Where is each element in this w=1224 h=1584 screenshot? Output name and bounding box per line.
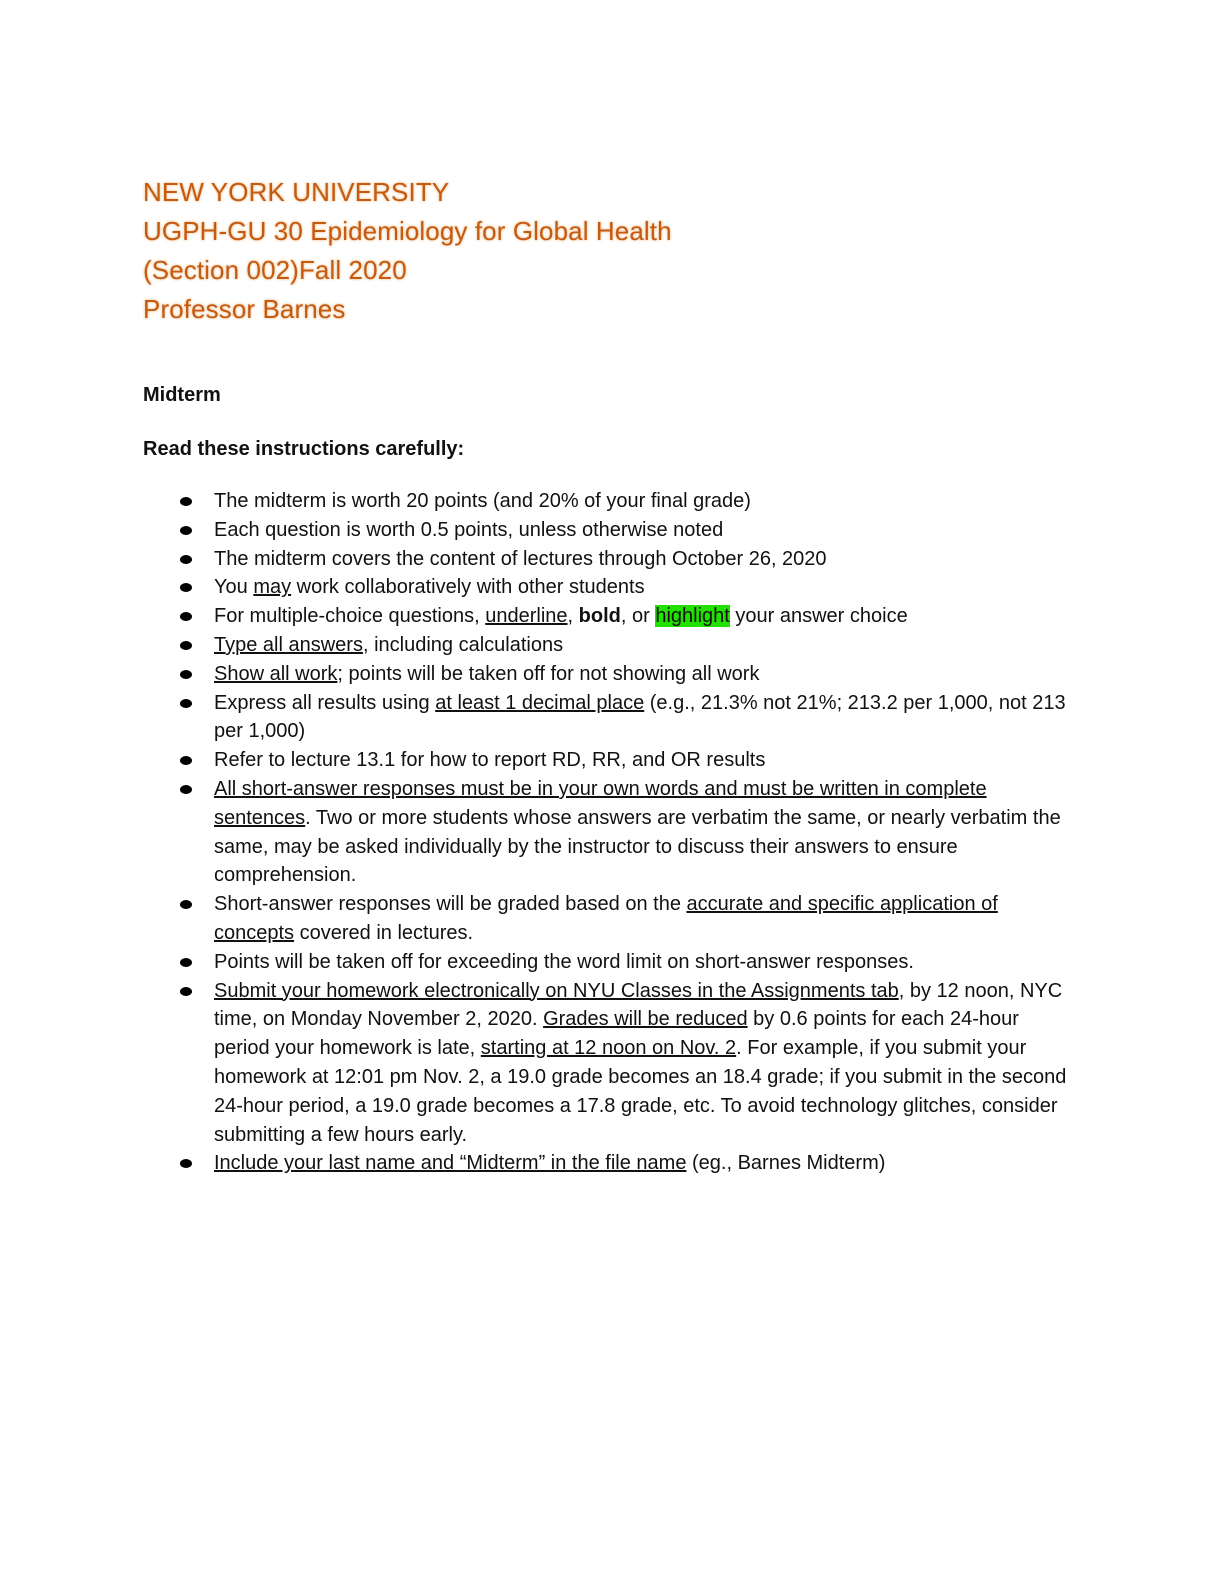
bullet-icon (180, 900, 192, 909)
instruction-text: For multiple-choice questions, (214, 605, 486, 628)
list-item (180, 948, 1080, 977)
instruction-text: The midterm covers the content of lectures through October 26, 2020 (214, 547, 827, 570)
instruction-text: (e.g., 21.3% not 21%; 213.2 per 1,000, not 213 per 1,000) (214, 691, 1066, 743)
list-item (180, 890, 1080, 948)
bullet-icon (180, 1159, 192, 1168)
list-item (180, 689, 1080, 747)
highlighted-text: highlight (655, 605, 730, 628)
instruction-text: work collaboratively with other students (291, 576, 645, 599)
bold-text: bold (578, 605, 621, 628)
instruction-text: , by 12 noon, NYC time, on Monday November 2, 2020. (214, 979, 1063, 1031)
instruction-text: by 0.6 points for each 24-hour period your homework is late, (214, 1008, 1019, 1060)
bullet-icon (180, 699, 192, 708)
underlined-text: underline (485, 605, 568, 628)
list-item (180, 516, 1080, 545)
bullet-icon (180, 987, 192, 996)
bullet-icon (180, 612, 192, 621)
instruction-text: Refer to lecture 13.1 for how to report RD, RR, and OR results (214, 749, 766, 772)
instruction-text: Express all results using (214, 691, 436, 714)
bullet-icon (180, 583, 192, 592)
underlined-text: All short-answer responses must be in your own words and must be written in complete sentences (214, 777, 987, 829)
instruction-text: ; points will be taken off for not showing all work (337, 662, 760, 685)
instruction-text: The midterm is worth 20 points (and 20% of your final grade) (214, 490, 751, 512)
underlined-text: Submit your homework electronically on NYU Classes in the Assignments tab (214, 979, 899, 1002)
underlined-text: Show all work (214, 662, 338, 685)
underlined-text: at least 1 decimal place (435, 691, 645, 714)
bullet-icon (180, 785, 192, 794)
list-item (180, 573, 1080, 602)
list-item (180, 545, 1080, 574)
list-item (180, 746, 1080, 775)
instruction-text: covered in lectures. (294, 921, 474, 944)
bullet-icon (180, 555, 192, 564)
instruction-text: . For example, if you submit your homework at 12:01 pm Nov. 2, a 19.0 grade becomes an 18.4 grade; if you submit in the second 24-hour period, a 19.0 grade becomes a 17.8 grade, etc. To avoid technology glitches, consider submitting a few hours early. (214, 1037, 1067, 1146)
list-item (180, 660, 1080, 689)
underlined-text: starting at 12 noon on Nov. 2 (480, 1037, 737, 1060)
instruction-text: , (567, 605, 579, 628)
bullet-icon (180, 497, 192, 506)
instructions-list (180, 487, 1080, 1178)
instructions-heading: Read these instructions carefully: (143, 438, 465, 460)
course-title: UGPH-GU 30 Epidemiology for Global Health (143, 216, 672, 246)
course-header (143, 173, 943, 329)
instruction-text: , or (620, 605, 656, 628)
list-item (180, 631, 1080, 660)
bullet-icon (180, 641, 192, 650)
exam-title: Midterm (143, 384, 221, 406)
instruction-text: Points will be taken off for exceeding the word limit on short-answer responses. (214, 950, 914, 973)
instruction-text: Each question is worth 0.5 points, unless otherwise noted (214, 518, 724, 541)
university-name: NEW YORK UNIVERSITY (143, 177, 450, 207)
list-item (180, 602, 1080, 631)
instruction-text: , including calculations (362, 633, 564, 656)
bullet-icon (180, 670, 192, 679)
list-item (180, 487, 1080, 516)
bullet-icon (180, 526, 192, 535)
bullet-icon (180, 756, 192, 765)
section-term: (Section 002)Fall 2020 (143, 255, 407, 285)
list-item (180, 1149, 1080, 1178)
bullet-icon (180, 958, 192, 967)
underlined-text: Type all answers (214, 633, 363, 656)
professor-name: Professor Barnes (143, 294, 346, 324)
instruction-text: your answer choice (729, 605, 908, 628)
list-item (180, 977, 1080, 1150)
instruction-text: . Two or more students whose answers are verbatim the same, or nearly verbatim the same, may be asked individually by the instructor to discuss their answers to ensure comprehension. (214, 806, 1061, 887)
instruction-text: (eg., Barnes Midterm) (686, 1152, 886, 1175)
underlined-text: may (253, 576, 292, 599)
underlined-text: Include your last name and “Midterm” in the file name (214, 1152, 687, 1175)
list-item (180, 775, 1080, 890)
instruction-text: You (214, 576, 254, 599)
underlined-text: accurate and specific application of concepts (214, 893, 998, 944)
instruction-text: Short-answer responses will be graded based on the (214, 893, 687, 916)
underlined-text: Grades will be reduced (543, 1008, 748, 1031)
